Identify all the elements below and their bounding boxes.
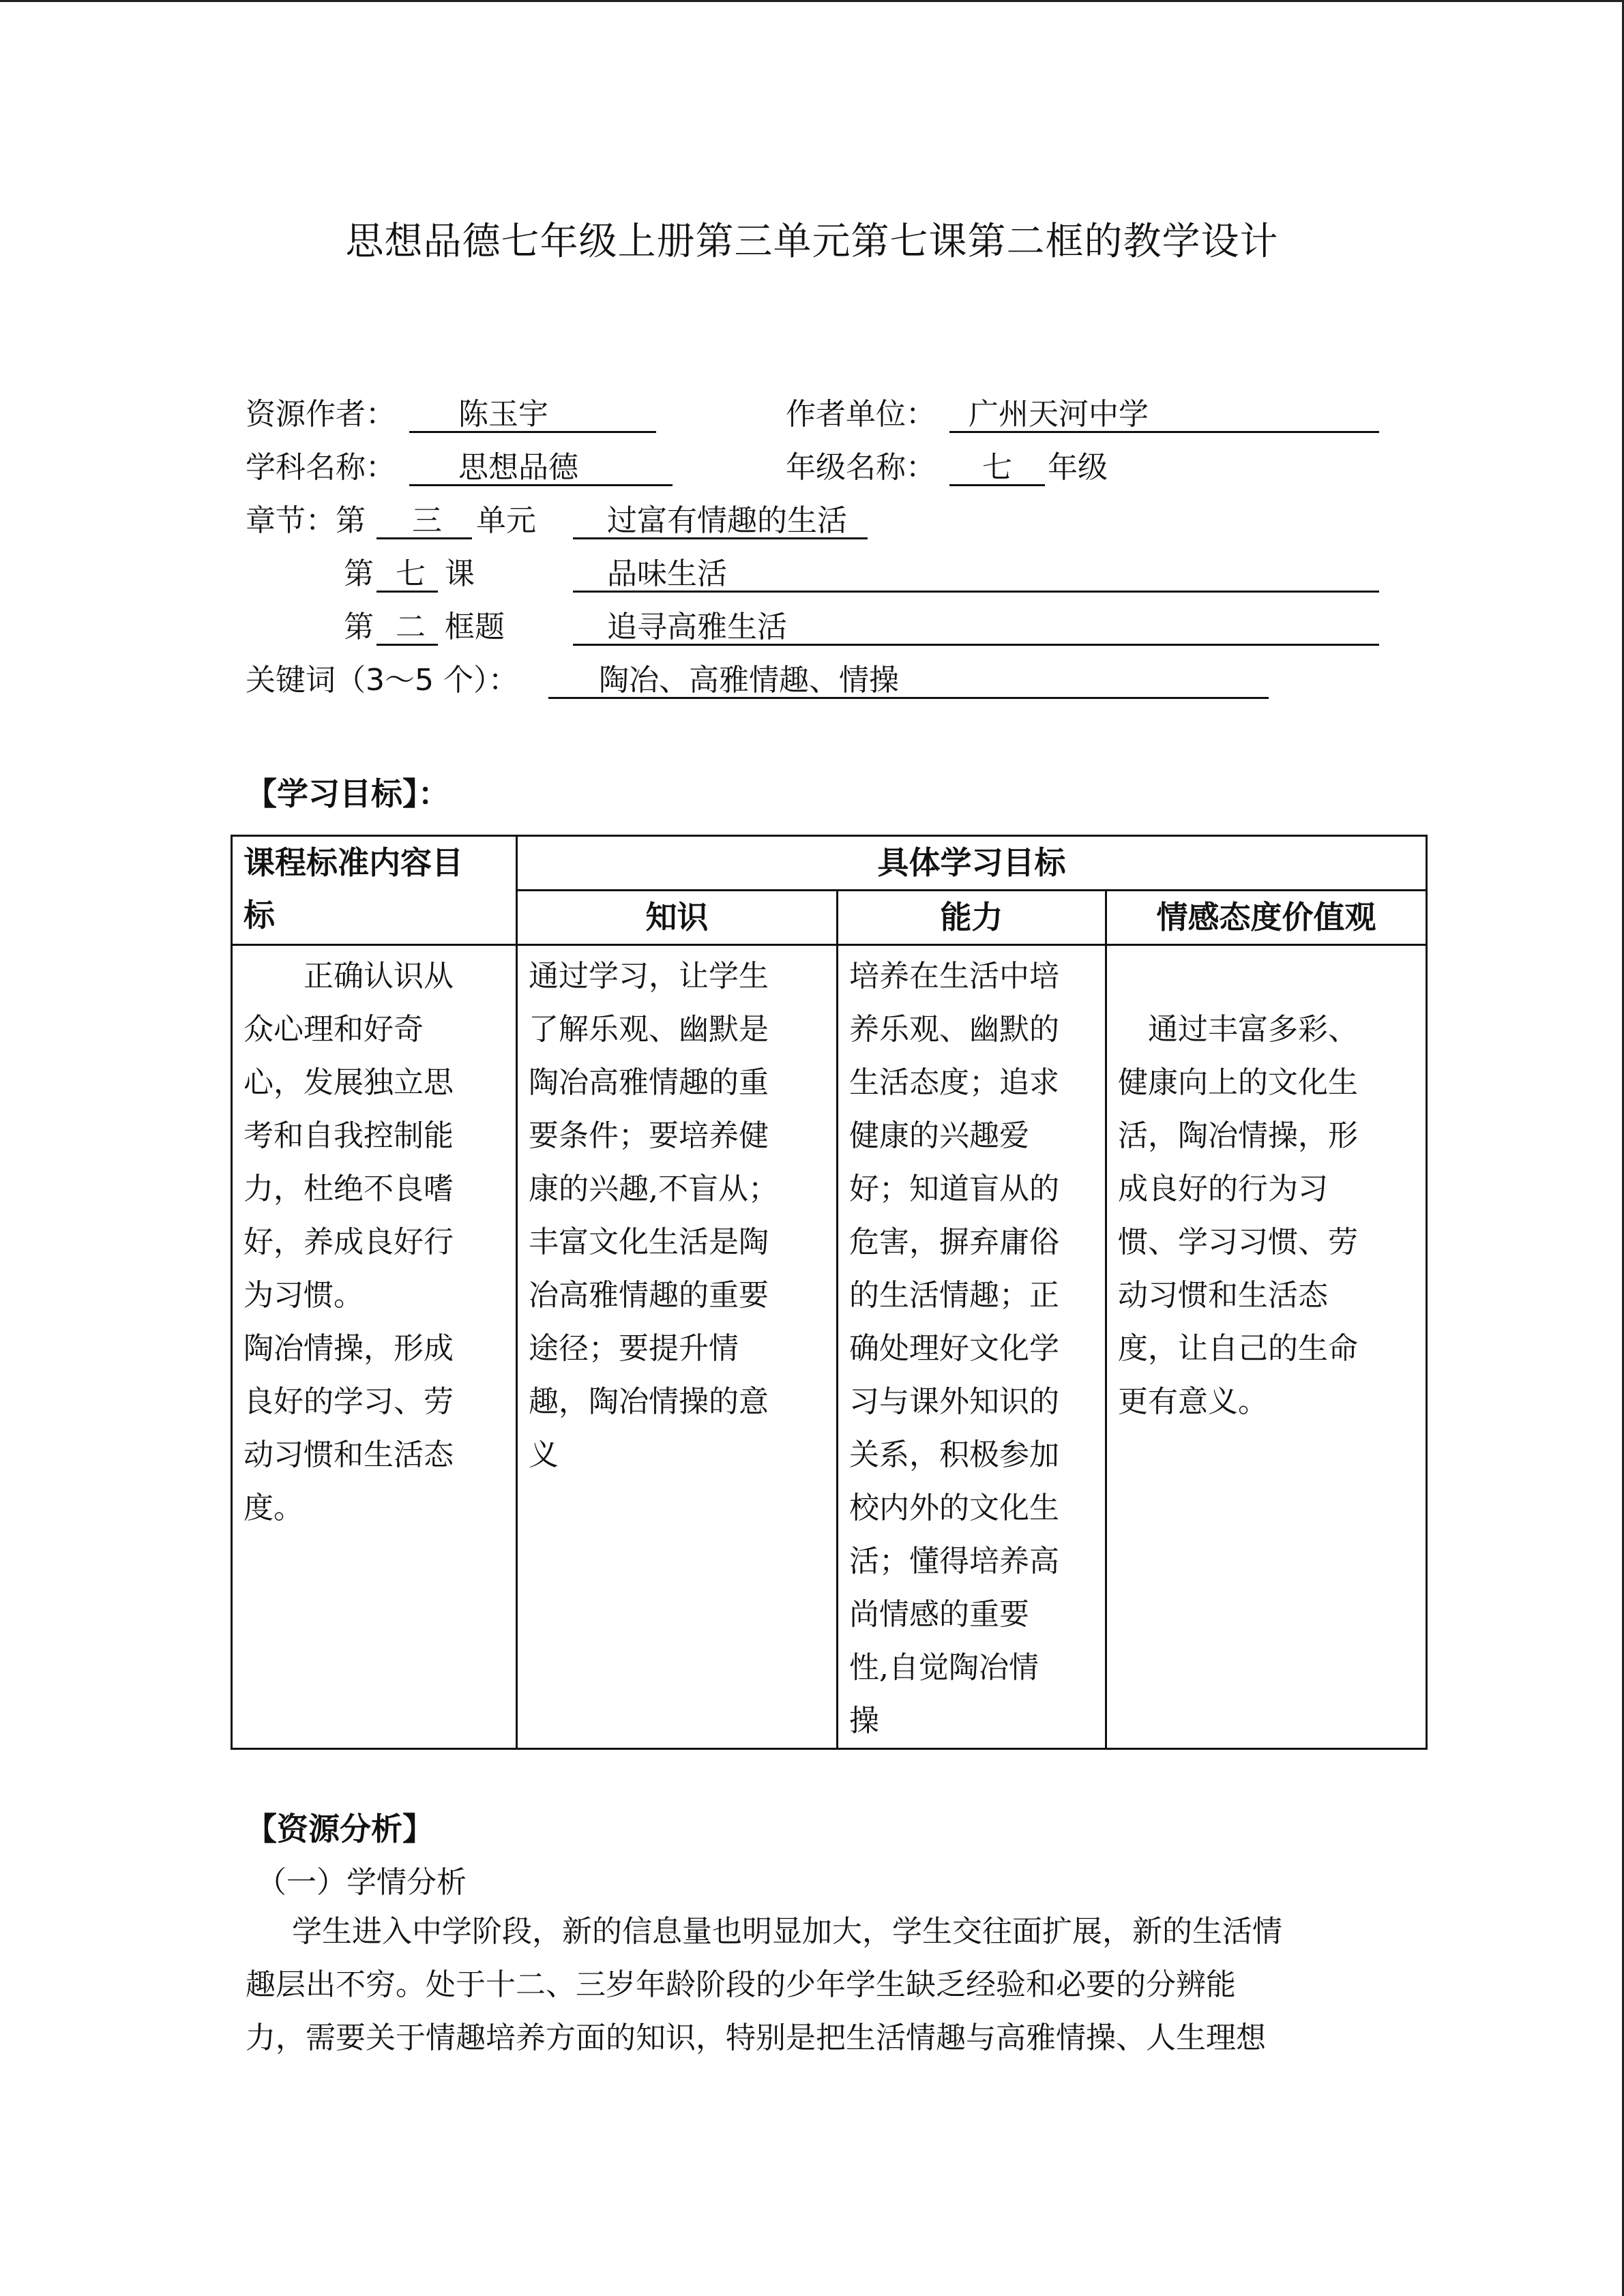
frame-number: 二 [396,610,426,644]
resource-analysis-heading: 【资源分析】 [246,1810,434,1847]
frame-title: 追寻高雅生活 [607,610,787,644]
emotion-header: 情感态度价值观 [1106,891,1427,945]
document-title: 思想品德七年级上册第三单元第七课第二框的教学设计 [345,220,1279,264]
standard-header: 课程标准内容目 标 [232,836,517,945]
standard-cell [232,945,517,1749]
paragraph-line-3: 力，需要关于情趣培养方面的知识，特别是把生活情趣与高雅情操、人生理想 [246,2021,1266,2055]
keywords-underline [548,697,1269,699]
chapter-unit-number: 三 [412,503,442,538]
paragraph-line-2: 趣层出不穷。处于十二、三岁年龄阶段的少年学生缺乏经验和必要的分辨能 [246,1967,1236,2002]
author-label: 资源作者： [246,397,396,432]
unit-underline [949,431,1379,433]
author-value: 陈玉宇 [458,397,548,432]
unit-value: 广州天河中学 [969,397,1149,432]
chapter-label: 章节：第 [246,503,366,538]
chapter-title-underline [573,537,868,539]
chapter-unit-underline [377,537,472,539]
frame-number-underline [377,644,438,646]
knowledge-cell [517,945,838,1749]
lesson-title-underline [573,591,1379,593]
frame-suffix: 框题 [445,610,505,644]
author-underline [409,431,656,433]
lesson-number-underline [377,591,438,593]
learning-goals-table [231,835,1428,1750]
frame-title-underline [573,644,1379,646]
lesson-suffix: 课 [445,556,475,591]
subject-label: 学科名称： [246,450,396,485]
specific-goals-header: 具体学习目标 [517,836,1427,891]
grade-label: 年级名称： [786,450,936,485]
knowledge-header: 知识 [517,891,838,945]
lesson-title: 品味生活 [607,556,727,591]
knowledge-text: 通过学习，让学生 了解乐观、幽默是 陶冶高雅情趣的重 要条件；要培养健 康的兴趣,不盲从； 丰富文化生活是陶 冶高雅情趣的重要 途径；要提升情 趣，陶冶情操的意 义 [529,959,778,1472]
emotion-cell [1106,945,1427,1749]
chapter-unit-suffix: 单元 [476,503,536,538]
chapter-unit-title: 过富有情趣的生活 [607,503,847,538]
keywords-value: 陶冶、高雅情趣、情操 [599,663,899,698]
grade-value: 七 [982,450,1012,485]
keywords-label: 关键词（3～5 个）： [246,663,518,698]
emotion-text: 通过丰富多彩、 健康向上的文化生 活，陶冶情操，形 成良好的行为习 惯、学习习惯、劳 动习惯和生活态 度，让自己的生命 更有意义。 [1118,1012,1358,1419]
paragraph-line-1: 学生进入中学阶段，新的信息量也明显加大，学生交往面扩展，新的生活情 [262,1914,1282,1949]
lesson-number: 七 [396,556,426,591]
grade-suffix: 年级 [1048,450,1108,485]
standard-text: 正确认识从 众心理和好奇 心，发展独立思 考和自我控制能 力，杜绝不良嗜 好，养成良好行 为习惯。 陶冶情操，形成 良好的学习、劳 动习惯和生活态 度。 [243,959,454,1525]
ability-cell [838,945,1106,1749]
frame-prefix: 第 [344,610,374,644]
lesson-prefix: 第 [344,556,374,591]
unit-label: 作者单位： [786,397,936,432]
subject-value: 思想品德 [458,450,578,485]
learning-goals-heading: 【学习目标】： [246,775,449,812]
ability-text: 培养在生活中培 养乐观、幽默的 生活态度；追求 健康的兴趣爱 好；知道盲从的 危害，摒弃庸俗 的生活情趣；正 确处理好文化学 习与课外知识的 关系，积极参加 校内外的文化生 活；懂得培养高 尚情感的重要 性,自觉陶冶情 操 [849,959,1059,1738]
ability-header: 能力 [838,891,1106,945]
student-analysis-heading: （一）学情分析 [256,1865,467,1900]
subject-underline [409,484,673,486]
grade-underline [949,484,1045,486]
